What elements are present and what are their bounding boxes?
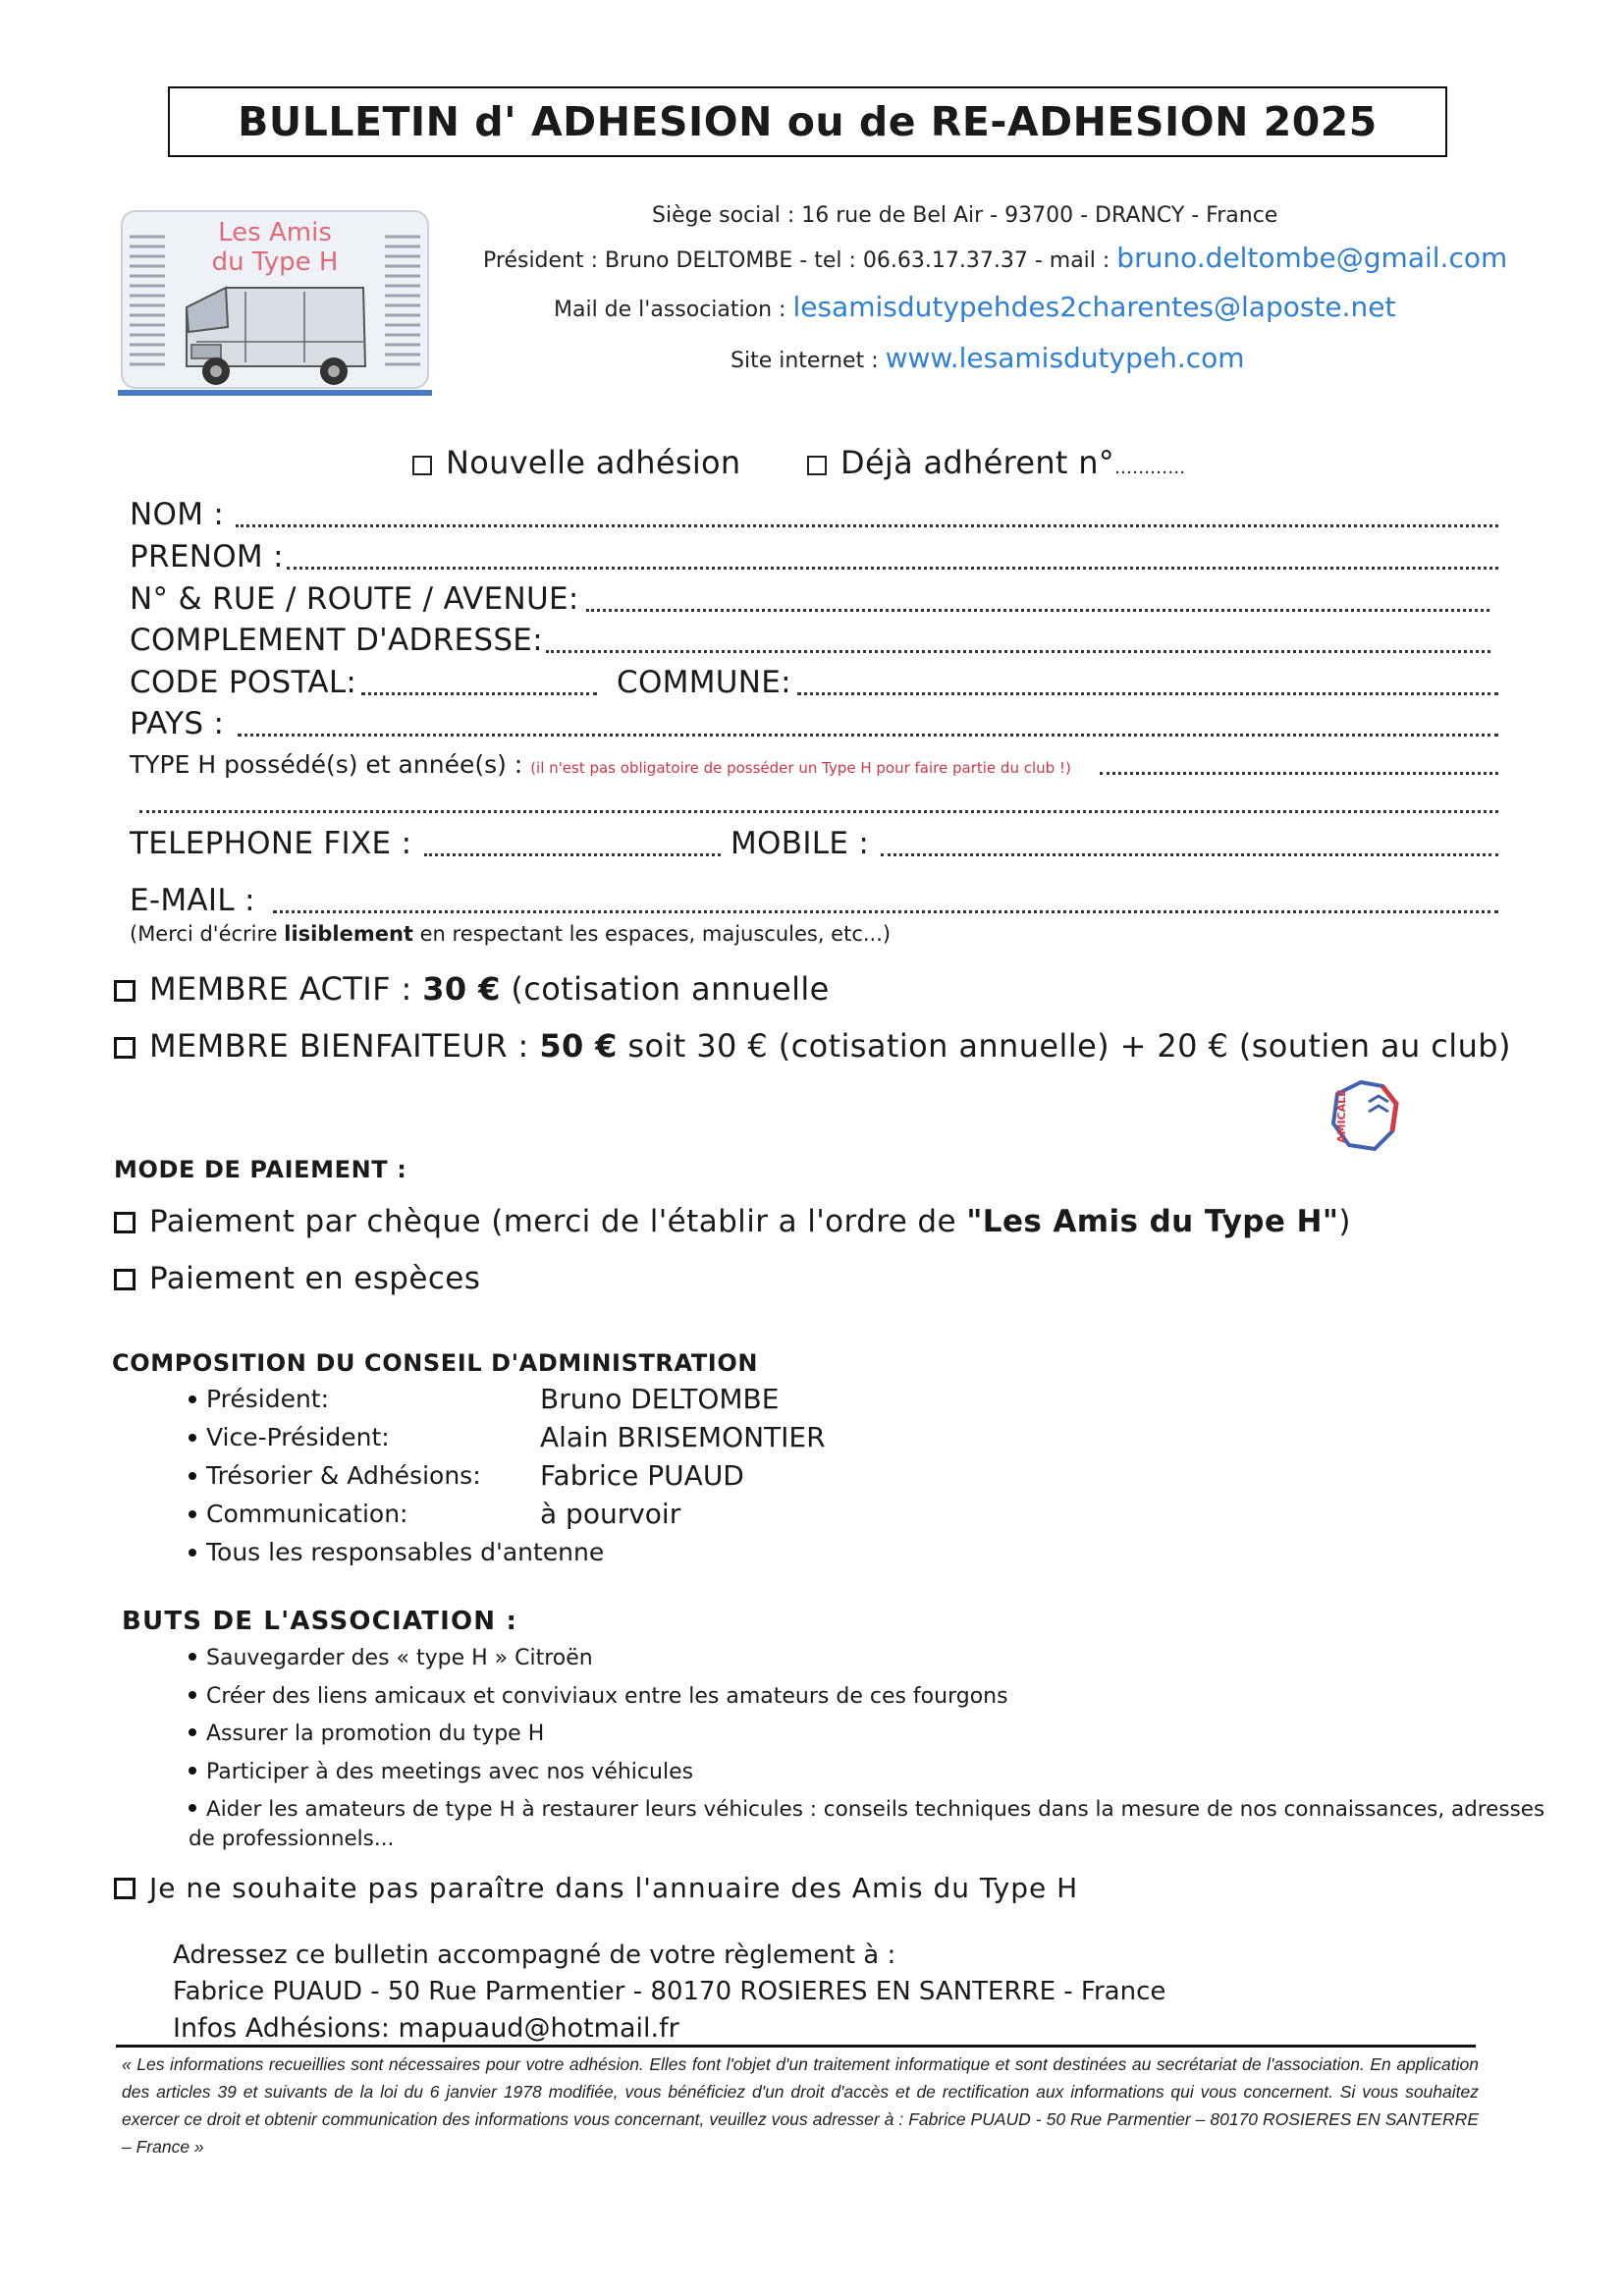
prenom-field[interactable]: [287, 567, 1498, 570]
rue-label: N° & RUE / ROUTE / AVENUE:: [130, 581, 579, 617]
conseil-title: COMPOSITION DU CONSEIL D'ADMINISTRATION: [112, 1349, 759, 1377]
siege-social: Siège social : 16 rue de Bel Air - 93700 - DRANCY - France: [652, 203, 1278, 228]
conseil-row: Tous les responsables d'antenne: [189, 1538, 604, 1566]
email-note: (Merci d'écrire lisiblement en respectant les espaces, majuscules, etc...): [130, 922, 892, 946]
typeh-field-line2[interactable]: [139, 810, 1498, 813]
conseil-row: Président:: [189, 1385, 329, 1413]
conseil-name: Bruno DELTOMBE: [540, 1383, 780, 1415]
tel-fixe-field[interactable]: [424, 853, 721, 856]
checkbox[interactable]: [412, 456, 432, 475]
commune-field[interactable]: [797, 692, 1498, 695]
prenom-label: PRENOM :: [130, 539, 284, 574]
typeh-label: TYPE H possédé(s) et année(s) : (il n'est pas obligatoire de posséder un Type H pour faire partie du club !): [130, 750, 1071, 779]
citroen-type-h-van-logo: [118, 209, 432, 398]
checkbox[interactable]: [114, 1212, 135, 1233]
nouvelle-adhesion-option[interactable]: Nouvelle adhésion: [412, 444, 740, 481]
complement-label: COMPLEMENT D'ADRESSE:: [130, 623, 543, 658]
checkbox[interactable]: [114, 980, 135, 1002]
but-item: Aider les amateurs de type H à restaurer leurs véhicules : conseils techniques dans la mesure de nos connaissances, adresses: [189, 1797, 1544, 1822]
amicale-france-badge-icon: [1324, 1074, 1404, 1155]
mobile-field[interactable]: [881, 853, 1498, 856]
but-item: Participer à des meetings avec nos véhicules: [189, 1760, 693, 1784]
membre-bienfaiteur-option[interactable]: MEMBRE BIENFAITEUR : 50 € soit 30 € (cotisation annuelle) + 20 € (soutien au club): [114, 1027, 1511, 1065]
checkbox[interactable]: [114, 1878, 135, 1899]
email-label: E-MAIL :: [130, 883, 255, 918]
but-item: Assurer la promotion du type H: [189, 1722, 544, 1746]
website-link[interactable]: www.lesamisdutypeh.com: [885, 342, 1245, 374]
typeh-note: (il n'est pas obligatoire de posséder un Type H pour faire partie du club !): [530, 759, 1071, 777]
nom-field[interactable]: [236, 524, 1498, 527]
president-email-link[interactable]: bruno.deltombe@gmail.com: [1116, 242, 1508, 274]
deja-adherent-option[interactable]: Déjà adhérent n°............: [807, 444, 1185, 481]
annuaire-optout-option[interactable]: Je ne souhaite pas paraître dans l'annuaire des Amis du Type H: [114, 1872, 1078, 1904]
commune-label: COMMUNE:: [617, 665, 791, 700]
checkbox[interactable]: [807, 456, 827, 475]
nom-label: NOM :: [130, 497, 225, 532]
code-postal-field[interactable]: [361, 692, 597, 695]
conseil-name: Alain BRISEMONTIER: [540, 1421, 826, 1453]
adresse-line2: Fabrice PUAUD - 50 Rue Parmentier - 80170 ROSIERES EN SANTERRE - France: [173, 1977, 1166, 2006]
typeh-field[interactable]: [1100, 772, 1498, 775]
pays-field[interactable]: [238, 734, 1498, 737]
complement-field[interactable]: [546, 650, 1490, 653]
footer-legal-text: « Les informations recueillies sont nécessaires pour votre adhésion. Elles font l'objet d'un traitement informatique et sont destinées au secrétariat de l'association. En application des articles 39 et suivants de la loi du 6 janvier 1978 modifiée, vous bénéficiez d'un droit d'accès et de rectification aux informations qui vous concernent. Si vous souhaitez exercer ce droit et obtenir communication des informations vous concernant, veuillez vous adresser à : Fabrice PUAUD - 50 Rue Parmentier – 80170 ROSIERES EN SANTERRE – France »: [122, 2054, 1479, 2157]
cheque-option[interactable]: Paiement par chèque (merci de l'établir a l'ordre de "Les Amis du Type H"): [114, 1204, 1351, 1239]
checkbox[interactable]: [114, 1269, 135, 1290]
association-email-link[interactable]: lesamisdutypehdes2charentes@laposte.net: [792, 291, 1396, 323]
email-field[interactable]: [273, 910, 1498, 913]
adresse-line3: Infos Adhésions: mapuaud@hotmail.fr: [173, 2013, 679, 2044]
code-postal-label: CODE POSTAL:: [130, 665, 357, 700]
svg-text:AMICALE: AMICALE: [1335, 1089, 1348, 1143]
mobile-label: MOBILE :: [731, 826, 870, 861]
conseil-row: Trésorier & Adhésions:: [189, 1461, 481, 1490]
buts-title: BUTS DE L'ASSOCIATION :: [122, 1607, 518, 1636]
form-title: BULLETIN d' ADHESION ou de RE-ADHESION 2025: [168, 86, 1447, 157]
president-line: Président : Bruno DELTOMBE - tel : 06.63.17.37.37 - mail : bruno.deltombe@gmail.com: [483, 242, 1508, 274]
checkbox[interactable]: [114, 1037, 135, 1059]
but-item: Créer des liens amicaux et conviviaux entre les amateurs de ces fourgons: [189, 1684, 1008, 1709]
conseil-name: à pourvoir: [540, 1498, 681, 1530]
membre-actif-option[interactable]: MEMBRE ACTIF : 30 € (cotisation annuelle: [114, 970, 830, 1008]
tel-fixe-label: TELEPHONE FIXE :: [130, 826, 412, 861]
adresse-line1: Adressez ce bulletin accompagné de votre règlement à :: [173, 1941, 896, 1970]
but-item-continued: de professionnels...: [189, 1827, 395, 1851]
conseil-row: Communication:: [189, 1500, 407, 1528]
conseil-name: Fabrice PUAUD: [540, 1459, 744, 1492]
logo-line2: du Type H: [211, 247, 339, 277]
conseil-row: Vice-Président:: [189, 1423, 390, 1451]
especes-option[interactable]: Paiement en espèces: [114, 1261, 480, 1296]
footer-divider: [116, 2045, 1476, 2048]
but-item: Sauvegarder des « type H » Citroën: [189, 1646, 593, 1670]
payment-title: MODE DE PAIEMENT :: [114, 1156, 407, 1183]
pays-label: PAYS :: [130, 706, 225, 741]
logo-line1: Les Amis: [218, 218, 332, 247]
club-logo: [118, 209, 432, 398]
site-line: Site internet : www.lesamisdutypeh.com: [731, 342, 1245, 374]
assoc-mail-line: Mail de l'association : lesamisdutypehdes2charentes@laposte.net: [554, 291, 1396, 323]
rue-field[interactable]: [586, 609, 1489, 612]
